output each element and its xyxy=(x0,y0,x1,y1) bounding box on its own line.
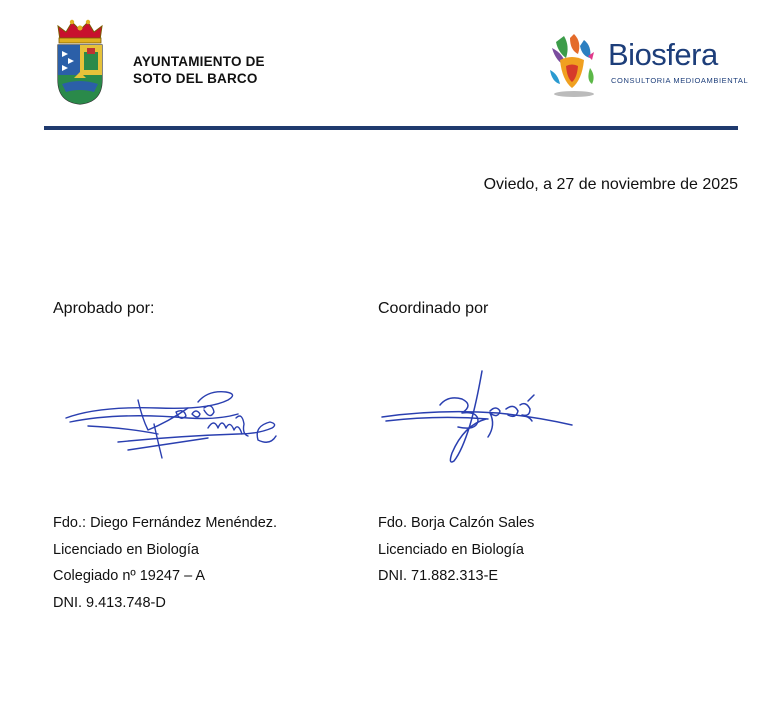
signature-diego-icon xyxy=(58,378,288,470)
right-signatory-details xyxy=(378,510,534,590)
left-signatory-details xyxy=(53,510,277,616)
left-signatory-name: Fdo.: Diego Fernández Menéndez. xyxy=(53,515,278,531)
brand-tagline: CONSULTORIA MEDIOAMBIENTAL xyxy=(611,76,749,85)
approved-by-label: Aprobado por: xyxy=(53,300,155,317)
left-signatory-dni: DNI. 9.413.748-D xyxy=(53,594,166,611)
brand-name: Biosfera xyxy=(608,37,718,72)
left-signatory-title: Licenciado en Biología xyxy=(53,541,199,558)
municipal-crest-icon xyxy=(52,18,108,106)
header-divider xyxy=(44,126,738,130)
biosfera-logo-icon xyxy=(544,30,604,100)
left-signatory-registration: Colegiado nº 19247 – A xyxy=(53,568,206,584)
municipality-line-2: SOTO DEL BARCO xyxy=(133,71,258,86)
right-signatory-title: Licenciado en Biología xyxy=(378,541,524,558)
document-date: Oviedo, a 27 de noviembre de 2025 xyxy=(483,176,738,193)
right-signatory-name: Fdo. Borja Calzón Sales xyxy=(378,515,535,531)
municipality-line-1: AYUNTAMIENTO DE xyxy=(133,54,265,69)
coordinated-by-label: Coordinado por xyxy=(378,300,489,317)
right-signatory-dni: DNI. 71.882.313-E xyxy=(378,568,499,584)
municipality-name xyxy=(133,53,265,87)
signature-borja-icon xyxy=(378,365,578,470)
